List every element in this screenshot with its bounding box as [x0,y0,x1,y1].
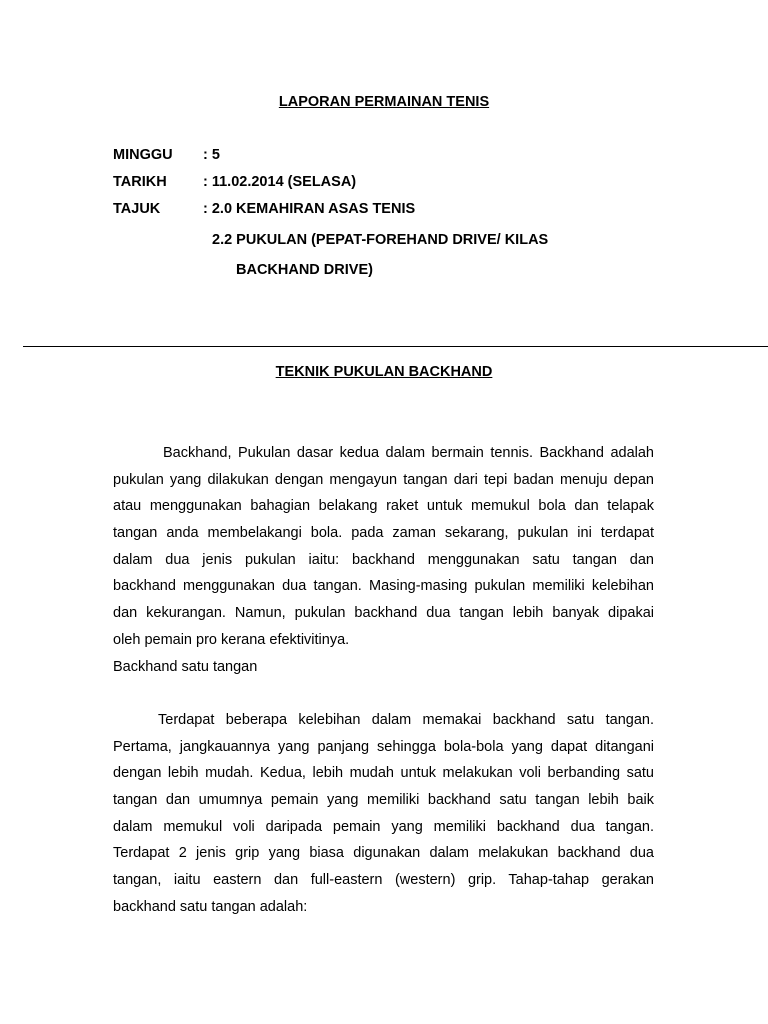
meta-label-tarikh: TARIKH [113,174,167,190]
paragraph-line: oleh pemain pro kerana efektivitinya. [113,631,350,648]
meta-value-tarikh: : 11.02.2014 (SELASA) [203,174,357,190]
paragraph-line: tangan, iaitu eastern dan full-eastern (western) grip. Tahap-tahap gerakan [113,872,654,889]
meta-label-minggu: MINGGU [113,147,173,163]
paragraph-line: Pertama, jangkauannya yang panjang sehingga bola-bola yang dapat ditangani [113,738,654,755]
tajuk-subtopic-line-2: BACKHAND DRIVE) [236,262,373,278]
paragraph-line: backhand satu tangan adalah: [113,898,308,915]
paragraph-line: backhand menggunakan dua tangan. Masing-masing pukulan memiliki kelebihan [113,578,654,595]
paragraph-backhand-intro [113,440,654,680]
meta-value-minggu: : 5 [203,147,220,163]
paragraph-line: pukulan yang dilakukan dengan mengayun tangan dari tepi badan menuju depan [113,471,654,488]
paragraph-line: tangan dan umumnya pemain yang memiliki backhand satu tangan lebih baik [113,792,654,809]
paragraph-line: tangan anda membelakangi bola. pada zaman sekarang, pukulan ini terdapat [113,525,654,542]
paragraph-line: Backhand, Pukulan dasar kedua dalam bermain tennis. Backhand adalah [163,445,654,461]
paragraph-line: atau menggunakan bahagian belakang raket untuk memukul bola dan telapak [113,498,654,515]
meta-value-tajuk: : 2.0 KEMAHIRAN ASAS TENIS [203,201,416,217]
paragraph-line: Terdapat beberapa kelebihan dalam memakai backhand satu tangan. [158,712,654,728]
paragraph-line: dengan lebih mudah. Kedua, lebih mudah untuk melakukan voli berbanding satu [113,765,654,782]
tajuk-subtopic-line-1: 2.2 PUKULAN (PEPAT-FOREHAND DRIVE/ KILAS [212,232,549,248]
horizontal-divider [23,346,768,347]
subheading-backhand-satu-tangan: Backhand satu tangan [113,658,258,675]
paragraph-backhand-satu-tangan [113,707,654,921]
meta-label-tajuk: TAJUK [113,201,161,217]
paragraph-line: dalam dua jenis pukulan iaitu: backhand menggunakan satu tangan dan [113,551,654,568]
paragraph-line: Terdapat 2 jenis grip yang biasa digunakan dalam melakukan backhand dua [113,845,654,862]
paragraph-line: dan kekurangan. Namun, pukulan backhand dua tangan lebih banyak dipakai [113,605,654,622]
report-title: LAPORAN PERMAINAN TENIS [278,94,490,110]
section-title: TEKNIK PUKULAN BACKHAND [275,364,493,380]
paragraph-line: dalam memukul voli daripada pemain yang memiliki backhand dua tangan. [113,818,654,835]
